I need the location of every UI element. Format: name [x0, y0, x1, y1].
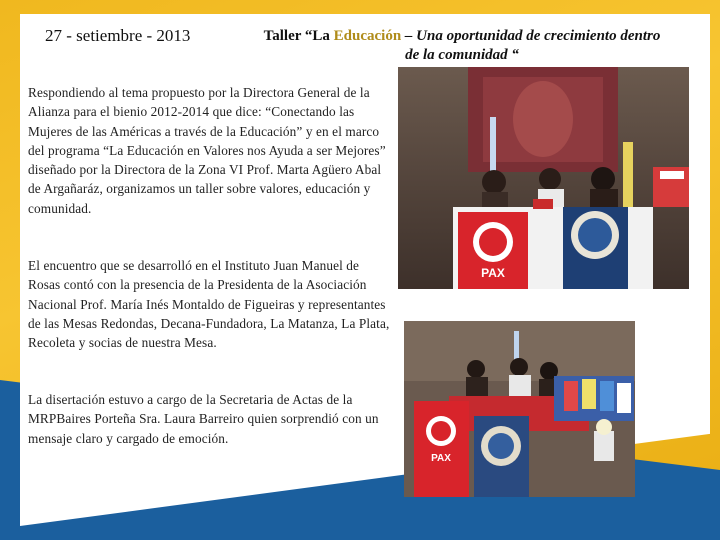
title-italic: – Una oportunidad de crecimiento dentro de la comunidad “: [401, 28, 661, 63]
event-photo-2: [404, 321, 635, 497]
event-photo-1: [398, 67, 689, 289]
title-highlight: Educación: [333, 28, 402, 44]
paragraph-3: La disertación estuvo a cargo de la Secretaria de Actas de la MRPBaires Porteña Sra. Laura Barreiro quien sorprendió con un mensaje claro y cargado de emoción.: [28, 392, 379, 446]
event-photo-2-image: [404, 321, 635, 497]
paragraph-1: Respondiendo al tema propuesto por la Directora General de la Alianza para el bienio 2012-2014 que dice: “Conectando las Mujeres de las Américas a través de la Educación” y en el marco del programa “La Educación en Valores nos Ayuda a ser Mejores” diseñado por la Directora de la Zona VI Prof. Marta Agüero Abal de Argañaráz, organizamos un taller sobre valores, educación y comunidad.: [28, 85, 386, 216]
banner-text-2: PAX: [431, 453, 451, 464]
title-prefix: Taller “La: [263, 28, 334, 44]
event-date: 27 - setiembre - 2013: [45, 26, 191, 45]
paragraph-2: El encuentro que se desarrolló en el Instituto Juan Manuel de Rosas contó con la presencia de la Presidenta de la Asociación Nacional Prof. María Inés Montaldo de Figueiras y representantes de las Mesas Redondas, Decana-Fundadora, La Matanza, La Plata, Recoleta y socias de nuestra Mesa.: [28, 258, 390, 351]
event-photo-1-image: [398, 67, 689, 289]
page-title: [262, 27, 662, 65]
banner-text-1: PAX: [481, 266, 505, 280]
